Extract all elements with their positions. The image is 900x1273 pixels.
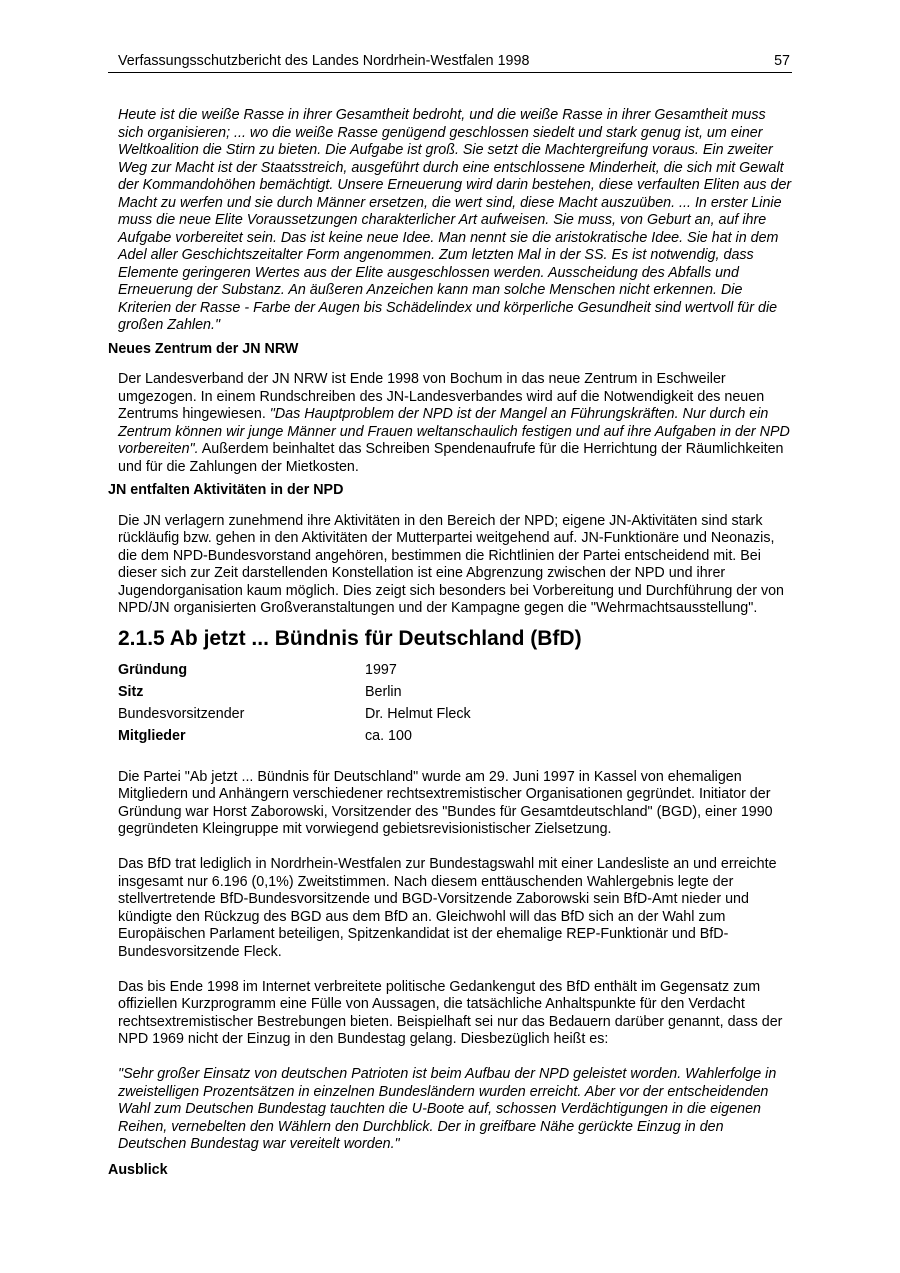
heading-neues-zentrum: Neues Zentrum der JN NRW: [108, 340, 299, 357]
heading-ausblick: Ausblick: [108, 1161, 168, 1178]
fact-label: Bundesvorsitzender: [118, 706, 245, 723]
paragraph-text: Der Landesverband der JN NRW ist Ende 1998 von Bochum in das neue Zentrum in Eschweiler umgezogen. In einem Rundschreiben des JN-Landesverbandes wird auf die Notwendigkeit des neuen Zentrums hingewiesen.: [118, 371, 765, 422]
quote-block-top: Heute ist die weiße Rasse in ihrer Gesamtheit bedroht, und die weiße Rasse in ihrer Gesamtheit muss sich organisieren; ... wo die weiße Rasse genügend geschlossen siedelt und stark genug ist, um einer Weltkoalition die Stirn zu bieten. Die Aufgabe ist groß. Sie setzt die Machtergreifung voraus. Ein zweiter Weg zur Macht ist der Staatsstreich, ausgeführt durch eine entschlossene Minderheit, die sich mit Gewalt der Kommandohöhen bemächtigt. Unsere Erneuerung wird darin bestehen, diese verfaulten Eliten aus der Macht zu werfen und sie durch Männer ersetzen, die wert sind, diese Macht auszuüben. ... In erster Linie muss die neue Elite Voraussetzungen charakterlicher Art aufweisen. Sie muss, von Geburt an, auf ihre Aufgabe vorbereitet sein. Das ist keine neue Idee. Man nennt sie die aristokratische Idee. Sie hat in dem Adel aller Geschichtszeitalter Form angenommen. Zum letzten Mal in der SS. Es ist notwendig, dass Elemente geringeren Wertes aus der Elite ausgeschlossen werden. Ausscheidung des Abfalls und Erneuerung der Substanz. An äußeren Anzeichen kann man solche Menschen nicht erkennen. Die Kriterien der Rasse - Farbe der Augen bis Schädelindex und körperliche Gesundheit sind wertvoll für die großen Zahlen.": [118, 107, 792, 333]
fact-label: Mitglieder: [118, 728, 186, 745]
heading-jn-aktivitaeten: JN entfalten Aktivitäten in der NPD: [108, 482, 344, 498]
page-content: [108, 107, 792, 1179]
paragraph-bfd-internet: Das bis Ende 1998 im Internet verbreitete politische Gedankengut des BfD enthält im Gegensatz zum offiziellen Kurzprogramm eine Fülle von Aussagen, die tatsächliche Anhaltspunkte für den Verdacht rechtsextremistischer Bestrebungen bieten. Beispielhaft sei nur das Bedauern darüber genannt, dass der NPD 1969 nicht der Einzug in den Bundestag gelang. Diesbezüglich heißt es:: [118, 978, 783, 1048]
quote-block-bfd: "Sehr großer Einsatz von deutschen Patrioten ist beim Aufbau der NPD geleistet worden. Wahlerfolge in zweistelligen Prozentsätzen in einzelnen Bundesländern wurden erreicht. Aber vor der entscheidenden Wahl zum Deutschen Bundestag tauchten die U-Boote auf, schossen Verdächtigungen in die eigenen Reihen, vernebelten den Wählern den Durchblick. Der in greifbare Nähe gerückte Einzug in den Deutschen Bundestag war vereitelt worden.": [118, 1066, 777, 1153]
fact-label: Sitz: [118, 683, 144, 700]
facts-table: [118, 662, 471, 751]
paragraph-jn-aktivitaeten: Die JN verlagern zunehmend ihre Aktivitäten in den Bereich der NPD; eigene JN-Aktivitäten sind stark rückläufig bzw. gehen in den Aktivitäten der Mutterpartei weitgehend auf. JN-Funktionäre und Neonazis, die dem NPD-Bundesvorstand angehören, bestimmen die Richtlinien der Partei entscheidend mit. Bei dieser sich zur Zeit darstellenden Konstellation ist eine Abgrenzung zwischen der NPD und ihrer Jugendorganisation kaum möglich. Dies zeigt sich besonders bei Vorbereitung und Durchführung der von NPD/JN organisierten Großveranstaltungen und der Kampagne gegen die "Wehrmachtsausstellung".: [118, 512, 784, 616]
header-title: Verfassungsschutzbericht des Landes Nordrhein-Westfalen 1998: [118, 53, 530, 69]
inline-quote: "Das Hauptproblem der NPD ist der Mangel an Führungskräften. Nur durch ein Zentrum können wir junge Männer und Frauen weltanschaulich festigen und auf ihre Aufgaben in der NPD vorbereiten".: [118, 406, 790, 457]
fact-value: Dr. Helmut Fleck: [365, 706, 471, 723]
paragraph-bfd-gruendung: Die Partei "Ab jetzt ... Bündnis für Deutschland" wurde am 29. Juni 1997 in Kassel von ehemaligen Mitgliedern und Anhängern verschiedener rechtsextremistischer Organisationen gegründet. Initiator der Gründung war Horst Zaborowski, Vorsitzender des "Bundes für Gesamtdeutschland" (BGD), einer 1990 gegründeten Kleingruppe mit vorwiegend gebietsrevisionistischer Zielsetzung.: [118, 768, 773, 838]
facts-row: [118, 684, 471, 706]
page-number: 57: [774, 53, 790, 69]
section-heading-bfd: 2.1.5 Ab jetzt ... Bündnis für Deutschland (BfD): [118, 626, 582, 650]
fact-label: Gründung: [118, 661, 188, 678]
page-header: [108, 52, 792, 73]
fact-value: Berlin: [365, 683, 402, 700]
paragraph-neues-zentrum: [108, 371, 792, 476]
facts-row: [118, 728, 471, 750]
fact-value: 1997: [365, 661, 397, 678]
paragraph-bfd-wahl: Das BfD trat lediglich in Nordrhein-Westfalen zur Bundestagswahl mit einer Landesliste an und erreichte insgesamt nur 6.196 (0,1%) Zweitstimmen. Nach diesem enttäuschenden Wahlergebnis legte der stellvertretende BfD-Bundesvorsitzende und BGD-Vorsitzende Zaborowski sein BfD-Amt nieder und kündigte den Rückzug des BGD aus dem BfD an. Gleichwohl will das BfD sich an der Wahl zum Europäischen Parlament beteiligen, Spitzenkandidat ist der ehemalige REP-Funktionär und BfD-Bundesvorsitzende Fleck.: [118, 856, 777, 960]
fact-value: ca. 100: [365, 728, 412, 745]
facts-row: [118, 706, 471, 728]
paragraph-text: Außerdem beinhaltet das Schreiben Spendenaufrufe für die Herrichtung der Räumlichkeiten und für die Zahlungen der Mietkosten.: [118, 441, 784, 475]
facts-row: [118, 662, 471, 684]
